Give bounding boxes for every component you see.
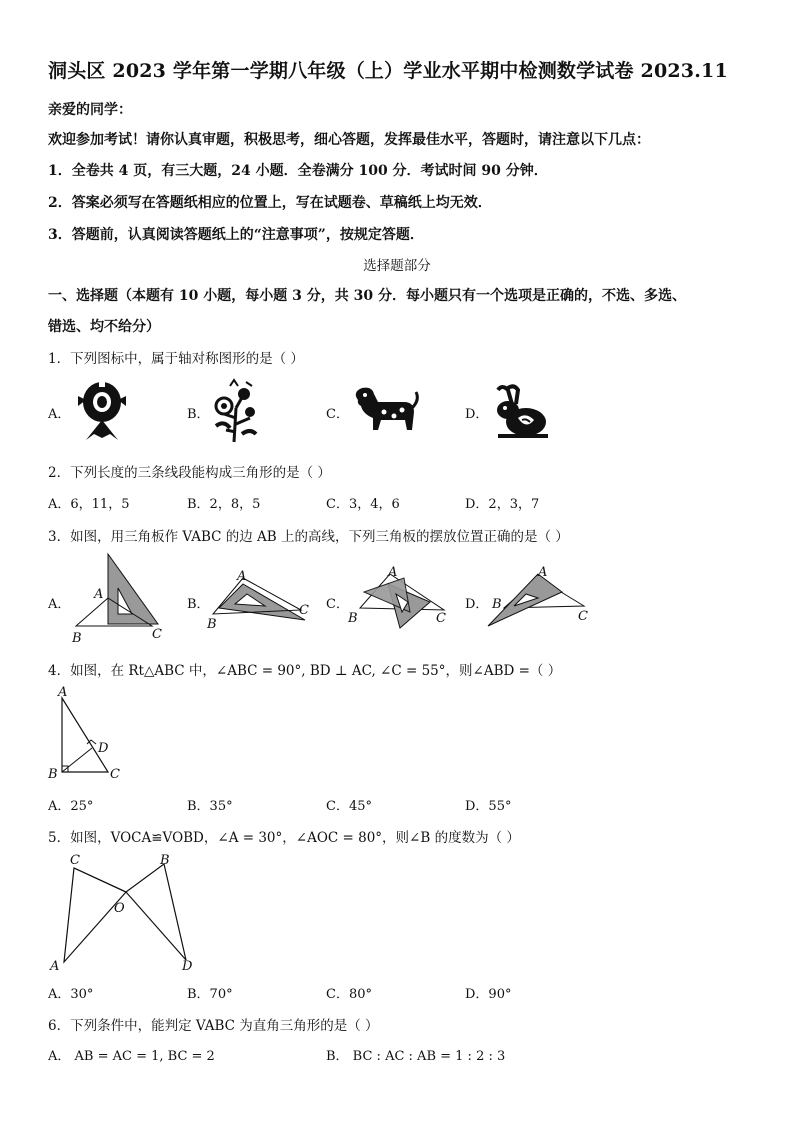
q4-figure (46, 686, 136, 782)
q5-figure (46, 852, 206, 974)
note-3: 3．答题前，认真阅读答题纸上的“注意事项”，按规定答题． (48, 227, 424, 243)
q2-stem: 2．下列长度的三条线段能构成三角形的是（ ） (48, 465, 331, 481)
q2-option-b[interactable]: B．2，8，5 (187, 497, 261, 512)
q6-option-b[interactable]: B． BC : AC : AB = 1 : 2 : 3 (326, 1049, 506, 1064)
q1-option-d[interactable]: D． (465, 407, 489, 422)
q3-option-b[interactable]: B． (187, 597, 210, 612)
q3c-label-c: C (436, 611, 446, 626)
q1-option-b[interactable]: B． (187, 407, 210, 422)
q3d-label-c: C (578, 609, 588, 624)
q3c-label-b: B (348, 611, 358, 626)
rabbit-papercut-icon (490, 384, 552, 440)
q5-label-o: O (114, 901, 125, 916)
q4-label-a: A (58, 685, 68, 700)
part1-heading: 一、选择题（本题有 10 小题，每小题 3 分，共 30 分．每小题只有一个选项是正确的，不选、多选、 (48, 288, 686, 304)
intro-text: 欢迎参加考试！请你认真审题，积极思考，细心答题，发挥最佳水平，答题时，请注意以下几点： (48, 132, 650, 148)
q4-stem: 4．如图，在 Rt△ABC 中，∠ABC = 90°, BD ⊥ AC, ∠C = 55°，则∠ABD =（ ） (48, 663, 562, 679)
q3-option-d[interactable]: D． (465, 597, 489, 612)
q3d-label-a: A (538, 565, 548, 580)
q3-option-c[interactable]: C． (326, 597, 349, 612)
q5-stem: 5．如图，VOCA≌VOBD，∠A = 30°，∠AOC = 80°，则∠B 的度数为（ ） (48, 830, 520, 846)
q4-option-a[interactable]: A．25° (48, 799, 94, 814)
section-title: 选择题部分 (363, 258, 431, 274)
q1-option-a[interactable]: A． (48, 407, 71, 422)
q1-option-c[interactable]: C． (326, 407, 349, 422)
q6-option-a[interactable]: A． AB = AC = 1, BC = 2 (48, 1049, 215, 1064)
dog-papercut-icon (346, 386, 420, 438)
note-1: 1．全卷共 4 页，有三大题，24 小题．全卷满分 100 分．考试时间 90 分钟． (48, 163, 548, 179)
q3c-label-a: A (388, 565, 398, 580)
q5-label-d: D (182, 959, 193, 974)
q3b-label-c: C (299, 603, 309, 618)
q5-label-c: C (70, 853, 80, 868)
q4-label-c: C (110, 767, 120, 782)
q4-option-c[interactable]: C．45° (326, 799, 372, 814)
q3-stem: 3．如图，用三角板作 VABC 的边 AB 上的高线，下列三角板的摆放位置正确的是（ ） (48, 529, 569, 545)
q3-figure-c (344, 562, 456, 632)
q5-option-c[interactable]: C．80° (326, 987, 372, 1002)
q5-option-b[interactable]: B．70° (187, 987, 233, 1002)
exam-title: 洞头区 2023 学年第一学期八年级（上）学业水平期中检测数学试卷 2023.11 (48, 60, 728, 82)
q2-option-c[interactable]: C．3，4，6 (326, 497, 400, 512)
q3-figure-a (68, 552, 168, 644)
q2-option-a[interactable]: A．6，11，5 (48, 497, 130, 512)
greeting: 亲爱的同学： (48, 102, 132, 118)
q3-figure-d (486, 564, 596, 634)
q4-label-b: B (48, 767, 58, 782)
q3b-label-b: B (207, 617, 217, 632)
q4-option-b[interactable]: B．35° (187, 799, 233, 814)
q6-stem: 6．下列条件中，能判定 VABC 为直角三角形的是（ ） (48, 1018, 379, 1034)
q5-label-b: B (160, 853, 170, 868)
fish-papercut-icon (72, 378, 132, 442)
q3-figure-b (205, 566, 317, 636)
note-2: 2．答案必须写在答题纸相应的位置上，写在试题卷、草稿纸上均无效． (48, 195, 492, 211)
q4-label-d: D (98, 741, 109, 756)
q5-option-d[interactable]: D．90° (465, 987, 512, 1002)
flower-papercut-icon (206, 378, 266, 444)
part1-heading-cont: 错选、均不给分） (48, 319, 160, 335)
q3b-label-a: A (237, 569, 247, 584)
q2-option-d[interactable]: D．2，3，7 (465, 497, 540, 512)
q3d-label-b: B (492, 597, 502, 612)
q3a-label-c: C (152, 627, 162, 642)
q4-option-d[interactable]: D．55° (465, 799, 512, 814)
q3a-label-a: A (94, 587, 104, 602)
q5-label-a: A (50, 959, 60, 974)
q3-option-a[interactable]: A． (48, 597, 71, 612)
q5-option-a[interactable]: A．30° (48, 987, 94, 1002)
q3a-label-b: B (72, 631, 82, 646)
q1-stem: 1．下列图标中，属于轴对称图形的是（ ） (48, 351, 304, 367)
